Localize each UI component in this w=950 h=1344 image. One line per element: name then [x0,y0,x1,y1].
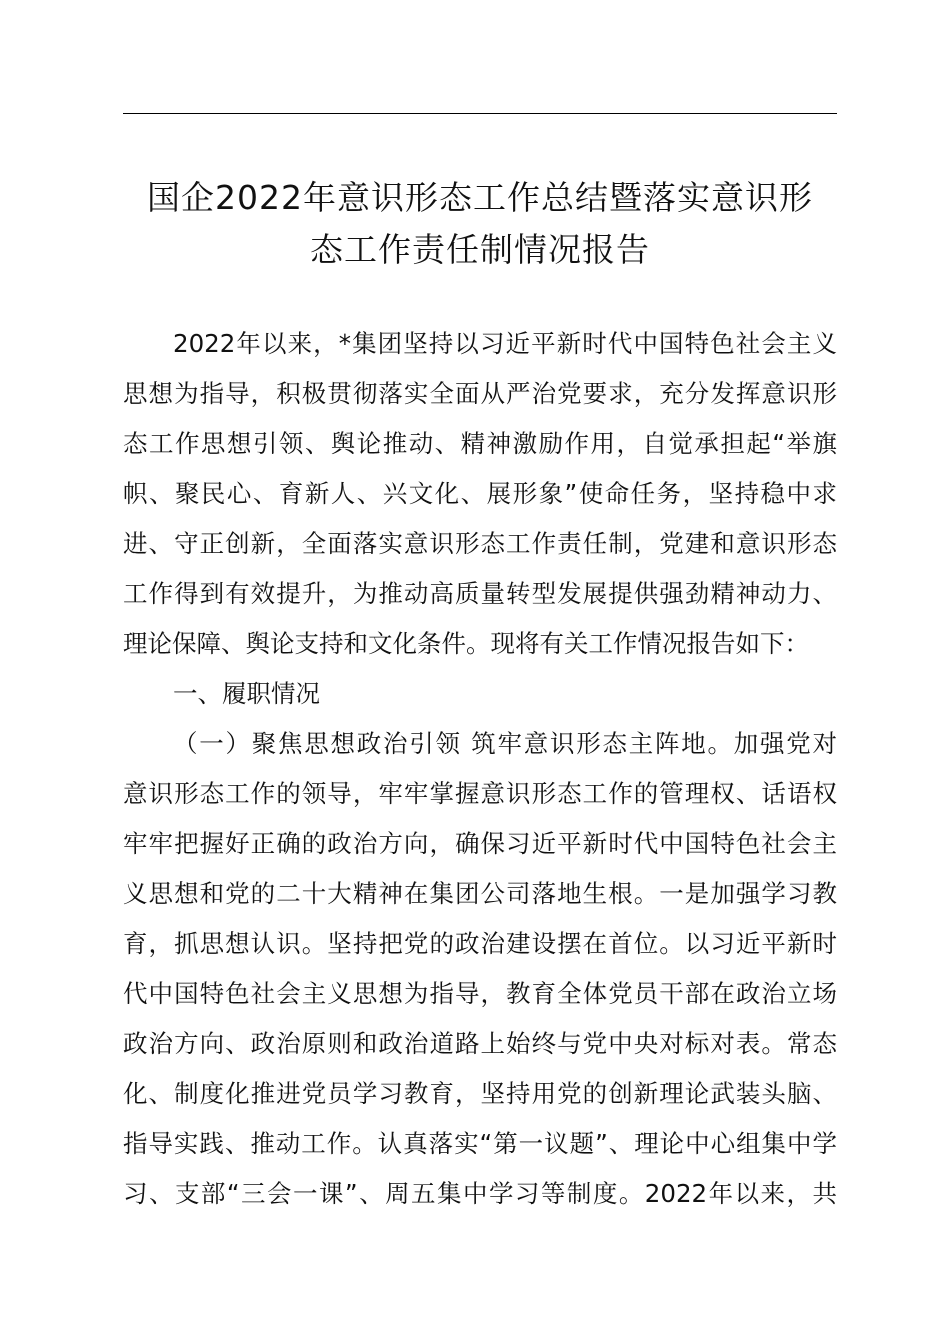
header-rule [123,113,837,114]
body-line: 意识形态工作的领导，牢牢掌握意识形态工作的管理权、话语权 [123,779,837,808]
body-line: 帜、聚民心、育新人、兴文化、展形象”使命任务，坚持稳中求 [123,479,837,508]
body-line: 政治方向、政治原则和政治道路上始终与党中央对标对表。常态 [123,1029,837,1058]
document-body [123,324,837,1224]
document-title [100,172,860,276]
body-line: 习、支部“三会一课”、周五集中学习等制度。2022年以来，共 [123,1179,837,1208]
title-line-1: 国企2022年意识形态工作总结暨落实意识形 [147,178,813,217]
body-line: 态工作思想引领、舆论推动、精神激励作用，自觉承担起“举旗 [123,429,837,458]
body-line: 思想为指导，积极贯彻落实全面从严治党要求，充分发挥意识形 [123,379,837,408]
body-line: （一）聚焦思想政治引领 筑牢意识形态主阵地。加强党对 [173,729,837,758]
body-line: 理论保障、舆论支持和文化条件。现将有关工作情况报告如下： [123,629,809,658]
section-heading: 一、履职情况 [173,679,320,708]
body-line: 牢牢把握好正确的政治方向，确保习近平新时代中国特色社会主 [123,829,837,858]
body-line: 化、制度化推进党员学习教育，坚持用党的创新理论武装头脑、 [123,1079,837,1108]
body-line: 工作得到有效提升，为推动高质量转型发展提供强劲精神动力、 [123,579,837,608]
title-line-2: 态工作责任制情况报告 [310,230,650,269]
body-line: 指导实践、推动工作。认真落实“第一议题”、理论中心组集中学 [123,1129,837,1158]
body-line: 进、守正创新，全面落实意识形态工作责任制，党建和意识形态 [123,529,837,558]
body-line: 义思想和党的二十大精神在集团公司落地生根。一是加强学习教 [123,879,837,908]
body-line: 2022年以来，*集团坚持以习近平新时代中国特色社会主义 [173,329,837,358]
body-line: 代中国特色社会主义思想为指导，教育全体党员干部在政治立场 [123,979,837,1008]
body-line: 育，抓思想认识。坚持把党的政治建设摆在首位。以习近平新时 [123,929,837,958]
